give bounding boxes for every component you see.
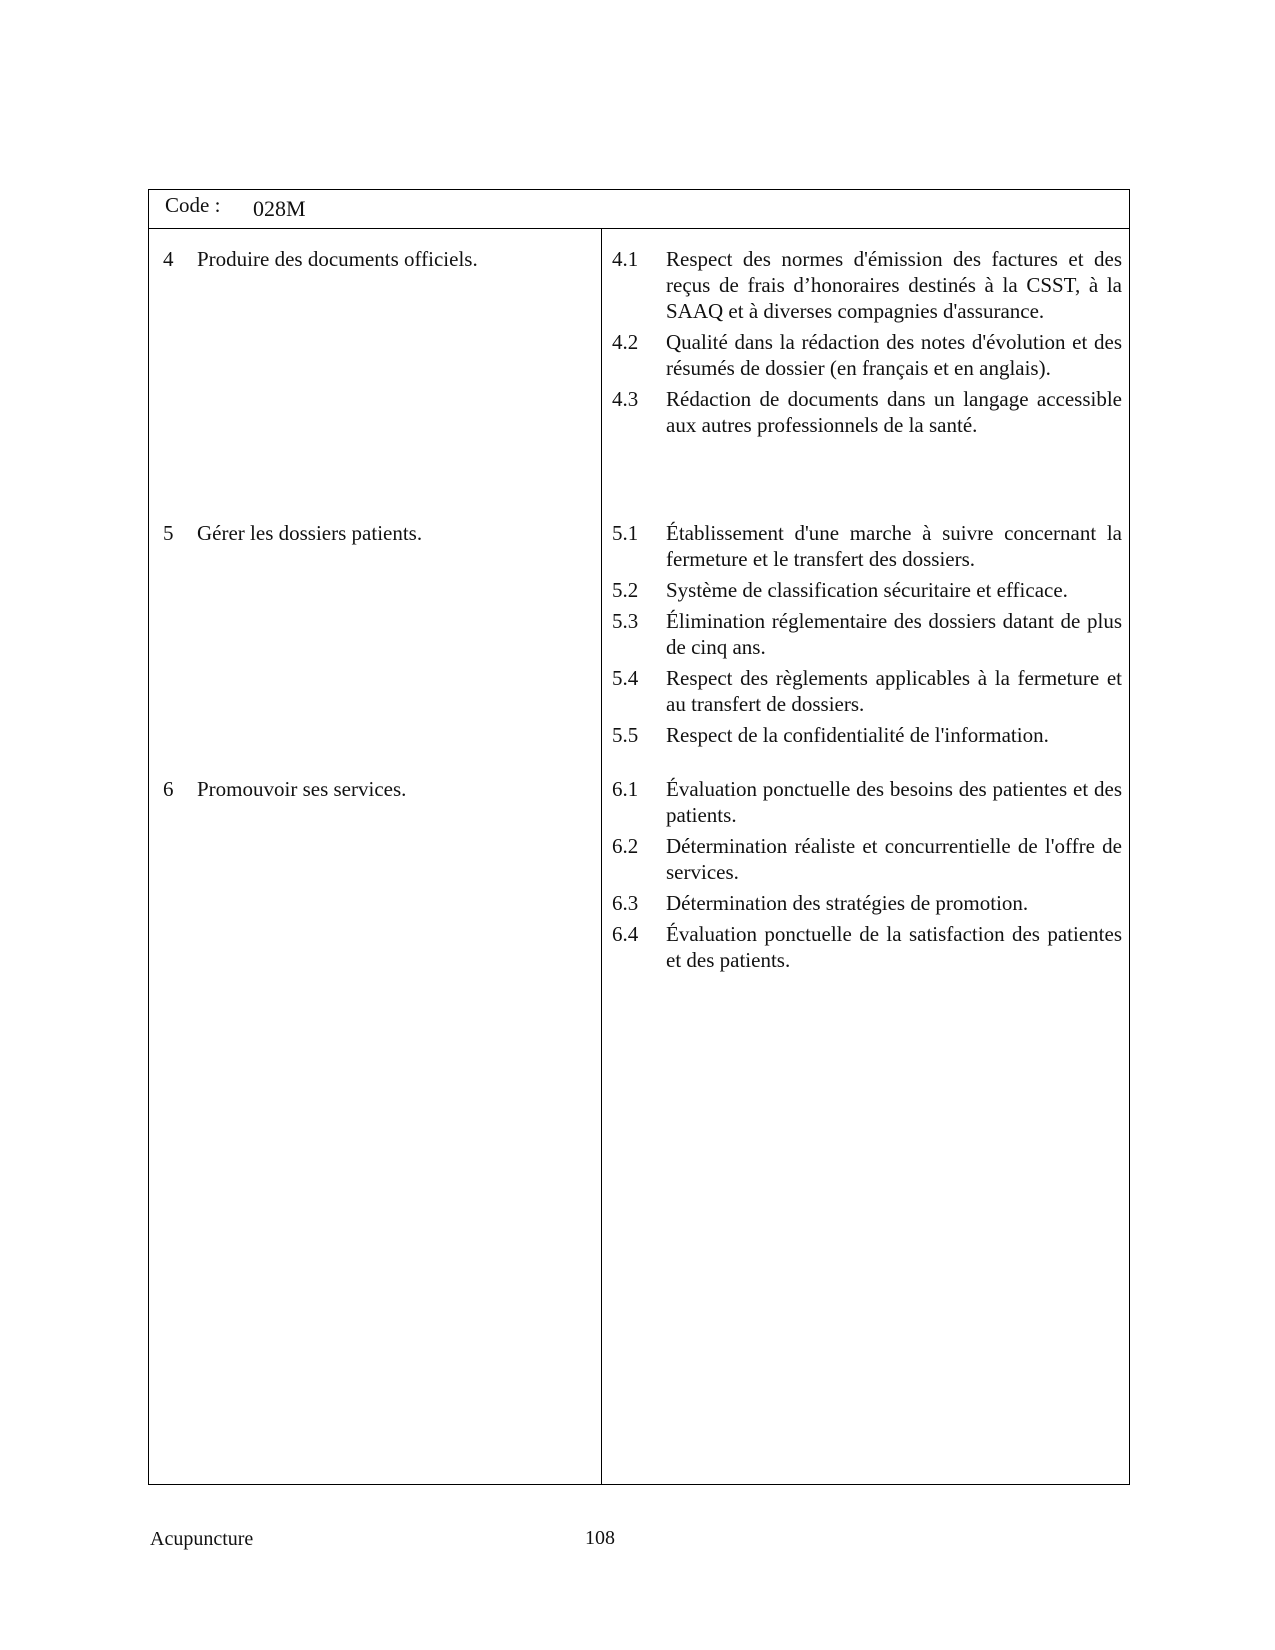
criterion-text: Établissement d'une marche à suivre concernant la fermeture et le transfert des dossiers.: [666, 521, 1122, 571]
competency-title: Promouvoir ses services.: [197, 777, 407, 801]
criterion-6-3: [612, 890, 1122, 916]
criterion-5-2: [612, 577, 1122, 603]
criterion-5-3: [612, 608, 1122, 660]
footer-program: Acupuncture: [150, 1528, 254, 1550]
criterion-4-1: [612, 246, 1122, 324]
criterion-text: Respect de la confidentialité de l'information.: [666, 723, 1049, 747]
criterion-6-1: [612, 776, 1122, 828]
competency-number: 5: [163, 521, 174, 545]
criterion-number: 6.4: [612, 922, 639, 946]
criterion-4-3: [612, 386, 1122, 438]
criterion-text: Détermination réaliste et concurrentielle de l'offre de services.: [666, 834, 1122, 884]
page-number: 108: [585, 1527, 615, 1549]
criterion-6-4: [612, 921, 1122, 973]
competency-title: Gérer les dossiers patients.: [197, 521, 423, 545]
criterion-text: Évaluation ponctuelle de la satisfaction des patientes et des patients.: [666, 922, 1122, 972]
criterion-number: 5.4: [612, 666, 639, 690]
criterion-text: Qualité dans la rédaction des notes d'évolution et des résumés de dossier (en français et en anglais).: [666, 330, 1122, 380]
criterion-number: 4.2: [612, 330, 639, 354]
criterion-text: Évaluation ponctuelle des besoins des patientes et des patients.: [666, 777, 1122, 827]
criterion-text: Système de classification sécuritaire et efficace.: [666, 578, 1068, 602]
criterion-number: 6.1: [612, 777, 639, 801]
code-value: 028M: [253, 196, 306, 221]
code-label: Code :: [165, 193, 221, 217]
criteria-list-5: [612, 520, 1122, 753]
criterion-number: 4.3: [612, 387, 639, 411]
criterion-text: Détermination des stratégies de promotion.: [666, 891, 1029, 915]
competency-table: [148, 189, 1130, 1485]
competency-number: 4: [163, 247, 174, 271]
code-row: [149, 190, 1129, 229]
criterion-5-1: [612, 520, 1122, 572]
criterion-number: 5.2: [612, 578, 639, 602]
criterion-number: 5.3: [612, 609, 639, 633]
criterion-text: Respect des normes d'émission des factures et des reçus de frais d’honoraires destinés à la CSST, à la SAAQ et à diverses compagnies d'assurance.: [666, 247, 1122, 323]
criterion-6-2: [612, 833, 1122, 885]
criterion-text: Élimination réglementaire des dossiers datant de plus de cinq ans.: [666, 609, 1122, 659]
criterion-text: Respect des règlements applicables à la fermeture et au transfert de dossiers.: [666, 666, 1122, 716]
criterion-5-5: [612, 722, 1122, 748]
competency-number: 6: [163, 777, 174, 801]
criterion-4-2: [612, 329, 1122, 381]
criteria-list-4: [612, 246, 1122, 443]
criteria-list-6: [612, 776, 1122, 978]
criterion-5-4: [612, 665, 1122, 717]
competency-title: Produire des documents officiels.: [197, 247, 478, 271]
column-divider: [601, 229, 602, 1485]
criterion-number: 6.3: [612, 891, 639, 915]
criterion-number: 6.2: [612, 834, 639, 858]
criterion-number: 5.1: [612, 521, 639, 545]
criterion-text: Rédaction de documents dans un langage accessible aux autres professionnels de la santé.: [666, 387, 1122, 437]
criterion-number: 5.5: [612, 723, 639, 747]
criterion-number: 4.1: [612, 247, 639, 271]
